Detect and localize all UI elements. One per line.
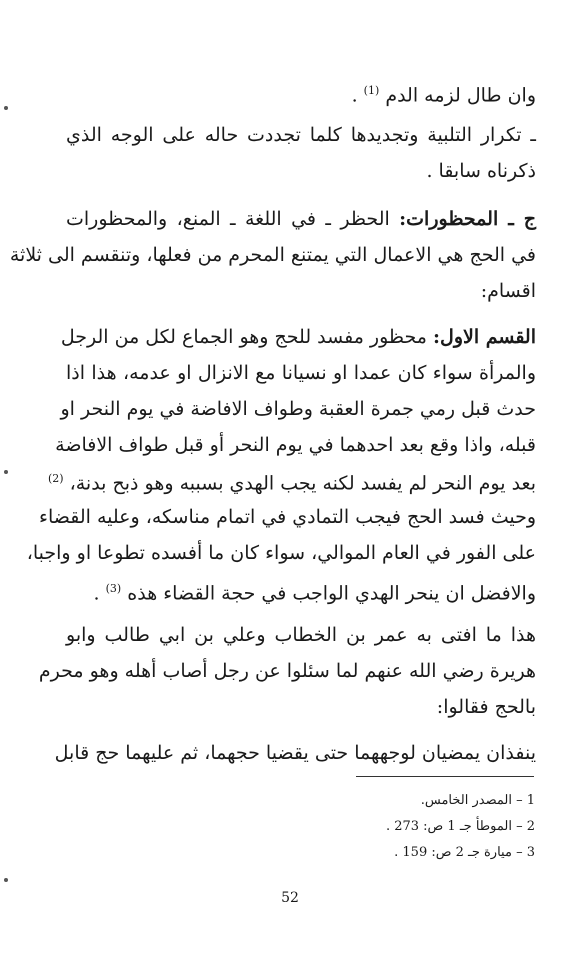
line-end: . [93, 582, 100, 605]
body-line: حدث قبل رمي جمرة العقبة وطواف الافاضة في يوم النحر او [60, 398, 536, 420]
footnote-number: 1 [526, 793, 535, 808]
body-line: هريرة رضي الله عنهم لما سئلوا عن رجل أصاب أهله وهو محرم [38, 660, 536, 682]
body-line: قبله، واذا وقع بعد احدهما في يوم النحر أو قبل طواف الافاضة [55, 434, 536, 456]
body-line [47, 466, 536, 496]
footnote-ref: (1) [363, 84, 380, 97]
body-line: بالحج فقالوا: [436, 696, 536, 718]
footnote [300, 792, 535, 810]
margin-mark [4, 878, 8, 882]
footnote-separator [356, 776, 534, 777]
footnote-text: المصدر الخامس. [420, 793, 512, 808]
footnote-text: الموطأ جـ 1 ص: 273 . [385, 819, 512, 834]
line-text: والافضل ان ينحر الهدي الواجب في حجة القضاء هذه [127, 582, 536, 605]
body-line: ينفذان يمضيان لوجههما حتى يقضيا حجهما، ثم عليهما حج قابل [54, 742, 536, 764]
body-line: على الفور في العام الموالي، سواء كان ما أفسده تطوعا او واجبا، [26, 542, 536, 564]
footnote-ref: (3) [105, 582, 122, 595]
margin-mark [4, 470, 8, 474]
margin-mark [4, 106, 8, 110]
body-line [66, 78, 536, 108]
section-label: ج ـ المحظورات: [399, 208, 536, 230]
line-text: وان طال لزمه الدم [385, 84, 536, 107]
body-line: ـ تكرار التلبية وتجديدها كلما تجددت حاله على الوجه الذي [66, 124, 536, 146]
line-text: بعد يوم النحر لم يفسد لكنه يجب الهدي بسببه وهو ذبح بدنة، [69, 472, 536, 495]
footnote-dash: – [516, 793, 523, 808]
body-line: في الحج هي الاعمال التي يمتنع المحرم من فعلها، وتنقسم الى ثلاثة [9, 244, 536, 266]
footnote-dash: – [516, 819, 523, 834]
footnote-dash: – [516, 845, 523, 860]
footnote-number: 2 [526, 819, 535, 834]
subsection-label: القسم الاول: [433, 326, 536, 348]
body-line: وحيث فسد الحج فيجب التمادي في اتمام مناسكه، وعليه القضاء [39, 506, 536, 528]
body-line: اقسام: [480, 280, 536, 302]
page-number: 52 [281, 890, 299, 906]
footnote [300, 818, 535, 836]
footnote-ref: (2) [47, 472, 64, 485]
line-end: . [351, 84, 358, 107]
footnote [300, 844, 535, 862]
footnote-text: ميارة جـ 2 ص: 159 . [394, 845, 512, 860]
line-text: محظور مفسد للحج وهو الجماع لكل من الرجل [60, 326, 427, 348]
body-line: ذكرناه سابقا . [426, 160, 536, 182]
body-line: والمرأة سواء كان عمدا او نسيانا مع الانزال او عدمه، هذا اذا [66, 362, 536, 384]
body-line [66, 576, 536, 606]
body-line: هذا ما افتى به عمر بن الخطاب وعلي بن ابي طالب وابو [66, 624, 536, 646]
footnote-number: 3 [526, 845, 535, 860]
section-heading-line [66, 206, 536, 232]
subsection-heading-line [60, 324, 536, 350]
line-text: الحظر ـ في اللغة ـ المنع، والمحظورات [66, 208, 390, 230]
